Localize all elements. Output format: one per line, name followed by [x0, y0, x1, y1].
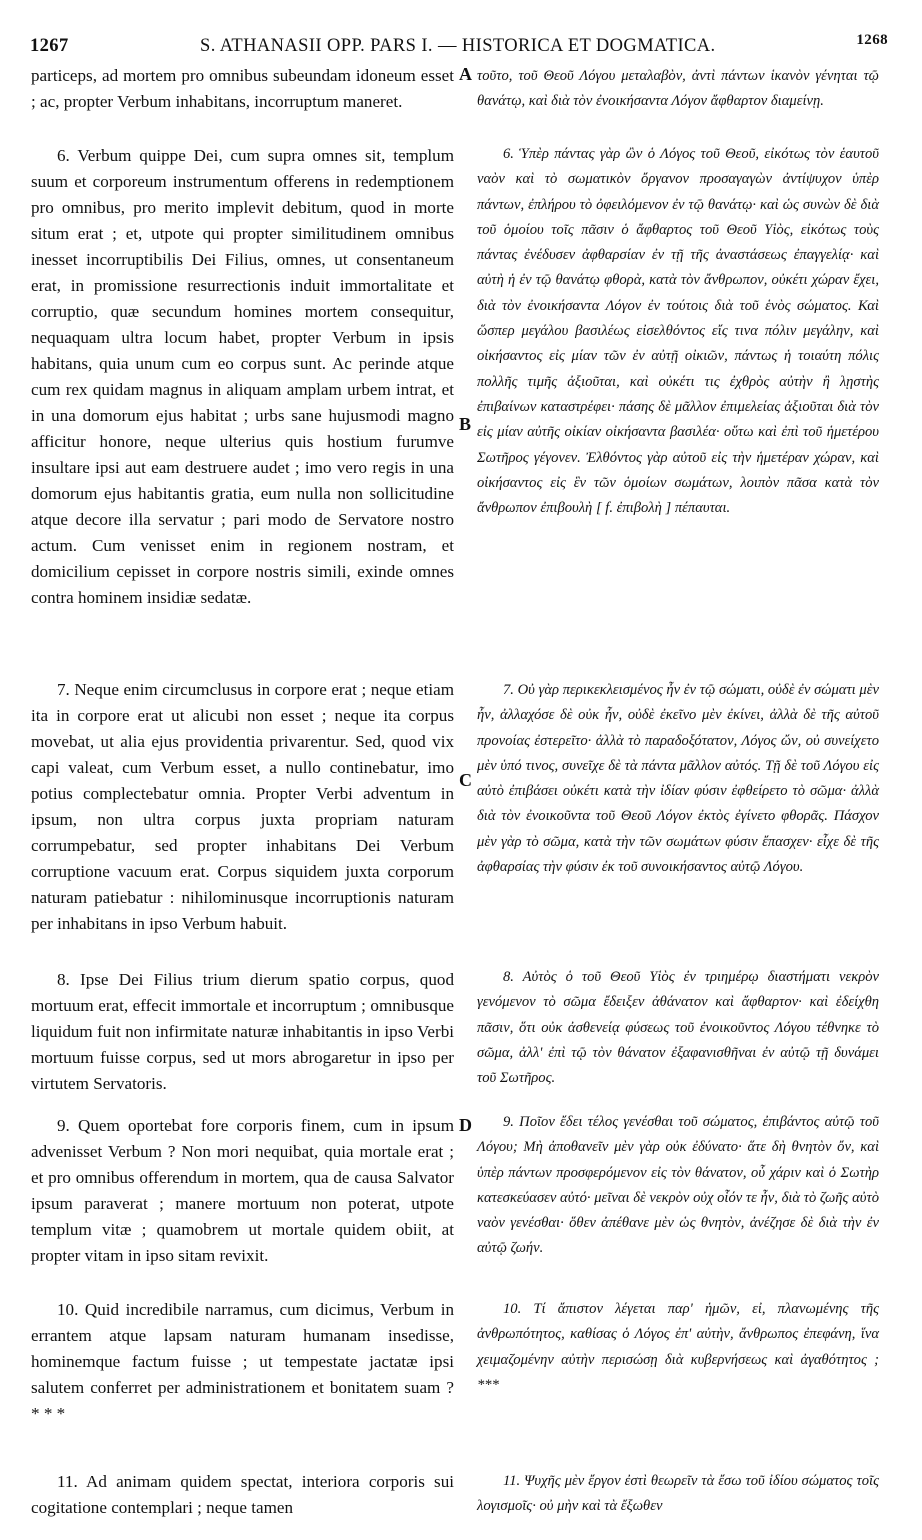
greek-paragraph-8: 8. Αὐτὸς ὁ τοῦ Θεοῦ Υἱὸς ἐν τριημέρῳ διαστήματι νεκρὸν γενόμενον τὸ σῶμα ἔδειξεν ἀθάνατον καὶ ἄφθαρτον· καὶ ἐδείχθη πᾶσιν, ὅτι οὐκ ἀσθενείᾳ φύσεως τοῦ ἐνοικοῦντος Λόγου τέθνηκε τὸ σῶμα, ἀλλ' ἐπὶ τῷ τὸν θάνατον ἐξαφανισθῆναι ἐν αὐτῷ τῇ δυνάμει τοῦ Σωτῆρος. — [477, 969, 879, 1087]
running-title: S. ATHANASII OPP. PARS I. — HISTORICA ET DOGMATICA. — [200, 36, 716, 56]
latin-paragraph-9: 9. Quem oportebat fore corporis finem, cum in ipsum advenisset Verbum ? Non mori nequibat, quia mortale erat ; et pro omnibus offerendum in mortem, qua de causa Salvator ipsum paraverat ; manere mortuum non poterat, utpote templum vitæ ; quamobrem ut mortale quidem obiit, at propter vitam in ipso sitam revixit. — [31, 1116, 454, 1265]
latin-paragraph-6: 6. Verbum quippe Dei, cum supra omnes sit, templum suum et corporeum instrumentum offerens in redemptionem pro omnibus, pro merito implevit debitum, quod in morte situm erat ; et, utpote qui propter similitudinem omnibus inesset incorruptibilis Dei Filius, omnes, ut consentaneum erat, in promissione resurrectionis induit immortalitate et corruptio, quæ secundum homines mortem consequitur, nequaquam ultra locum habet, propter Verbum in ipsis habitans, quia unum cum eo corpus sunt. Ac perinde atque cum rex quidam magnus in aliquam amplam urbem intrat, et in una domorum ejus habitat ; urbs sane hujusmodi magno afficitur honore, neque ulterius quis hostium furumve insultare ipsi aut eam destruere audet ; imo vero regis in una domorum ejus habitantis gratia, eum nulla non sollicitudine atque decore illa servatur ; pari modo de Servatore nostro actum. Cum venisset enim in regionem nostram, et domicilium cepisset in corpore nostris simili, exinde omnes contra hominem insidiæ sedatæ. — [31, 146, 454, 607]
greek-paragraph-11: 11. Ψυχῆς μὲν ἔργον ἐστὶ θεωρεῖν τὰ ἔσω τοῦ ἰδίου σώματος τοῖς λογισμοῖς· οὐ μὴν καὶ τὰ ἔξωθεν — [477, 1473, 879, 1515]
running-header — [30, 32, 888, 62]
greek-paragraph-7: 7. Οὐ γὰρ περικεκλεισμένος ἦν ἐν τῷ σώματι, οὐδὲ ἐν σώματι μὲν ἦν, ἀλλαχόσε δὲ οὐκ ἦν, οὐδὲ ἐκεῖνο μὲν ἐκίνει, ἀλλὰ δὲ τῆς αὐτοῦ προνοίας ἐστερεῖτο· ἀλλὰ τὸ παραδοξότατον, Λόγος ὤν, οὐ συνείχετο μὲν ὑπό τινος, συνεῖχε δὲ τὰ πάντα μᾶλλον αὐτός. Τῇ δὲ τοῦ Λόγου εἰς αὐτὸ ἐπιβάσει οὐκέτι κατὰ τὴν ἰδίαν φύσιν ἐφθείρετο τὸ σῶμα· ἀλλὰ διὰ τὸν ἐνοικοῦντα τοῦ Θεοῦ Λόγον ἐκτὸς ἐγίνετο φθορᾶς. Πάσχον μὲν γὰρ τὸ σῶμα, κατὰ τὴν τῶν σωμάτων φύσιν ἔπασχεν· εἶχε δὲ τῆς ἀφθαρσίας τὴν φύσιν ἐκ τοῦ συνοικήσαντος αὐτῷ Λόγου. — [477, 682, 879, 876]
margin-letter-a: A — [459, 64, 472, 84]
page-number-right: 1268 — [856, 32, 888, 48]
page-number-left: 1267 — [30, 36, 69, 56]
greek-paragraph-6: 6. Ὑπὲρ πάντας γὰρ ὢν ὁ Λόγος τοῦ Θεοῦ, εἰκότως τὸν ἑαυτοῦ ναὸν καὶ τὸ σωματικὸν ὄργανον προσαγαγὼν ἀντίψυχον ὑπὲρ πάντων, ἐπλήρου τὸ ὀφειλόμενον ἐν τῷ θανάτῳ· καὶ ὡς συνὼν δὲ διὰ τοῦ ὁμοίου τοῖς πᾶσιν ὁ ἄφθαρτος τοῦ Θεοῦ Υἱὸς, εἰκότως τοὺς πάντας ἐνέδυσεν ἀφθαρσίαν ἐν τῇ τῆς ἀναστάσεως ἐπαγγελίᾳ· καὶ αὐτὴ ἡ ἐν τῷ θανάτῳ φθορὰ, κατὰ τὸν ἄνθρωπον, οὐκέτι χώραν ἔχει, διὰ τὸν ἐνοικήσαντα Λόγον ἐν τούτοις διὰ τοῦ ἑνὸς σώματος. Καὶ ὥσπερ μεγάλου βασιλέως εἰσελθόντος εἴς τινα πόλιν μεγάλην, καὶ οἰκήσαντος εἰς μίαν τῶν ἐν αὐτῇ οἰκιῶν, πάντως ἡ τοιαύτη πόλις πολλῆς τιμῆς ἀξιοῦται, καὶ οὐκέτι τις ἐχθρὸς αὐτὴν ἢ λῃστὴς ἐπιβαίνων καταστρέφει· πάσης δὲ μᾶλλον ἐπιμελείας ἀξιοῦται διὰ τὸν εἰς μίαν αὐτῆς οἰκίαν οἰκήσαντα βασιλέα· οὕτω καὶ ἐπὶ τοῦ ἡμετέρου Σωτῆρος γέγονεν. Ἐλθόντος γὰρ αὐτοῦ εἰς τὴν ἡμετέραν χώραν, καὶ οἰκήσαντος εἰς ἓν τῶν ὁμοίων σωμάτων, λοιπὸν πᾶσα κατὰ τὸν ἄνθρωπον ἐπιβουλὴ [ f. ἐπιβολὴ ] πέπαυται. — [477, 146, 879, 517]
greek-paragraph-9: 9. Ποῖον ἔδει τέλος γενέσθαι τοῦ σώματος, ἐπιβάντος αὐτῷ τοῦ Λόγου; Μὴ ἀποθανεῖν μὲν γὰρ οὐκ ἐδύνατο· ἅτε δὴ θνητὸν ὄν, καὶ ὑπὲρ πάντων προσφερόμενον εἰς τὸν θάνατον, οὗ χάριν καὶ ὁ Σωτὴρ κατεσκεύασεν αὐτό· μεῖναι δὲ νεκρὸν οὐχ οἷόν τε ἦν, διὰ τὸ ζωῆς αὐτὸ ναὸν γενέσθαι· ὅθεν ἀπέθανε μὲν ὡς θνητὸν, ἀνέζησε δὲ διὰ τὴν ἐν αὐτῷ ζωήν. — [477, 1114, 879, 1257]
margin-letter-c: C — [459, 770, 472, 790]
greek-paragraph-0: τοῦτο, τοῦ Θεοῦ Λόγου μεταλαβὸν, ἀντὶ πάντων ἱκανὸν γένηται τῷ θανάτῳ, καὶ διὰ τὸν ἐνοικήσαντα Λόγον ἄφθαρτον διαμείνῃ. — [477, 68, 879, 110]
latin-paragraph-8: 8. Ipse Dei Filius trium dierum spatio corpus, quod mortuum erat, effecit immortale et incorruptum ; omnibusque liquidum fuit non infirmitate naturæ inhabitantis in ipso Verbi mortuum fuisse corpus, sed ut mors abrogaretur in ipso per virtutem Servatoris. — [31, 970, 454, 1093]
latin-paragraph-10: 10. Quid incredibile narramus, cum dicimus, Verbum in errantem atque lapsam naturam humanam insedisse, hominemque factum fuisse ; ut tempestate jactatæ ipsi salutem conferret per administrationem et bonitatem suam ? * * * — [31, 1300, 454, 1423]
greek-paragraph-10: 10. Τί ἄπιστον λέγεται παρ' ἡμῶν, εἰ, πλανωμένης τῆς ἀνθρωπότητος, καθίσας ὁ Λόγος ἐπ' αὐτὴν, ἄνθρωπος ἐπεφάνη, ἵνα χειμαζομένην αὐτὴν περισώσῃ διὰ κυβερνήσεως καὶ ἀγαθότητος ; *** — [477, 1301, 879, 1393]
latin-paragraph-7: 7. Neque enim circumclusus in corpore erat ; neque etiam ita in corpore erat ut alicubi non esset ; neque ita corpus movebat, ut alia ejus providentia privarentur. Sed, quod vix capi valeat, cum Verbum esset, a nullo continebatur, imo potius complectebatur omnia. Propter Verbi adventum in ipsum, non ultra corpus juxta propriam naturam corrumpebatur, sed propter inhabitans Dei Verbum corruptione vacuum erat. Corpus siquidem juxta corporum naturam patiebatur : nihilominusque incorruptionis naturam per inhabitans in ipso Verbum habuit. — [31, 680, 454, 933]
latin-paragraph-11: 11. Ad animam quidem spectat, interiora corporis sui cogitatione contemplari ; neque tamen — [31, 1472, 454, 1517]
margin-letter-b: B — [459, 414, 472, 434]
margin-letter-d: D — [459, 1115, 472, 1135]
latin-paragraph-0: particeps, ad mortem pro omnibus subeundam idoneum esset ; ac, propter Verbum inhabitans, incorruptum maneret. — [31, 66, 454, 111]
